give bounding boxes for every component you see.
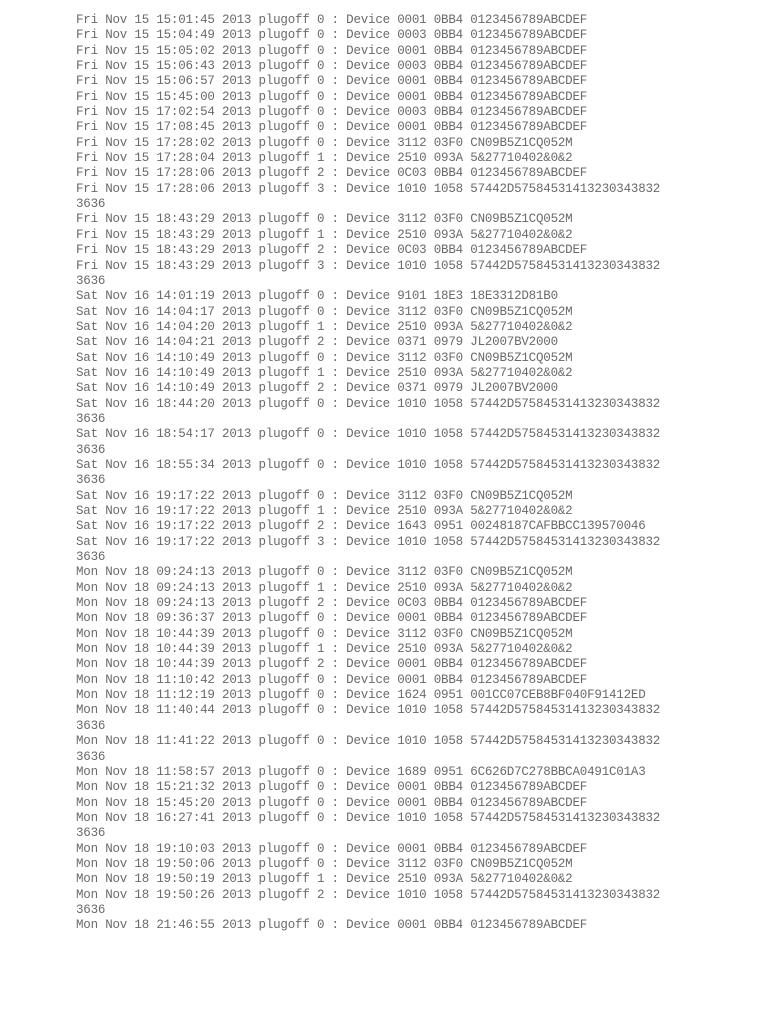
log-line: Mon Nov 18 11:41:22 2013 plugoff 0 : Device 1010 1058 57442D57584531413230343832 [76, 734, 661, 749]
log-line: Mon Nov 18 10:44:39 2013 plugoff 2 : Device 0001 0BB4 0123456789ABCDEF [76, 657, 588, 672]
log-line: 3636 [76, 442, 106, 457]
log-line: Sat Nov 16 19:17:22 2013 plugoff 3 : Device 1010 1058 57442D57584531413230343832 [76, 534, 661, 549]
log-line: 3636 [76, 273, 106, 288]
log-line: Mon Nov 18 09:24:13 2013 plugoff 1 : Device 2510 093A 5&27710402&0&2 [76, 580, 573, 595]
log-line: Mon Nov 18 11:40:44 2013 plugoff 0 : Device 1010 1058 57442D57584531413230343832 [76, 703, 661, 718]
log-line: 3636 [76, 718, 106, 733]
log-line: Sat Nov 16 14:10:49 2013 plugoff 0 : Device 3112 03F0 CN09B5Z1CQ052M [76, 350, 573, 365]
log-line: Mon Nov 18 16:27:41 2013 plugoff 0 : Device 1010 1058 57442D57584531413230343832 [76, 810, 661, 825]
log-line: Fri Nov 15 18:43:29 2013 plugoff 1 : Device 2510 093A 5&27710402&0&2 [76, 227, 573, 242]
log-line: Mon Nov 18 19:50:19 2013 plugoff 1 : Device 2510 093A 5&27710402&0&2 [76, 872, 573, 887]
log-line: Mon Nov 18 11:12:19 2013 plugoff 0 : Device 1624 0951 001CC07CEB8BF040F91412ED [76, 688, 646, 703]
log-line: Fri Nov 15 15:06:43 2013 plugoff 0 : Device 0003 0BB4 0123456789ABCDEF [76, 59, 588, 74]
log-line: Sat Nov 16 14:10:49 2013 plugoff 1 : Device 2510 093A 5&27710402&0&2 [76, 365, 573, 380]
log-line: Fri Nov 15 15:05:02 2013 plugoff 0 : Device 0001 0BB4 0123456789ABCDEF [76, 43, 588, 58]
log-line: 3636 [76, 749, 106, 764]
log-line: Fri Nov 15 17:28:06 2013 plugoff 3 : Device 1010 1058 57442D57584531413230343832 [76, 181, 661, 196]
log-line: Mon Nov 18 09:24:13 2013 plugoff 0 : Device 3112 03F0 CN09B5Z1CQ052M [76, 565, 573, 580]
log-line: Mon Nov 18 11:10:42 2013 plugoff 0 : Device 0001 0BB4 0123456789ABCDEF [76, 672, 588, 687]
log-line: Fri Nov 15 17:02:54 2013 plugoff 0 : Device 0003 0BB4 0123456789ABCDEF [76, 105, 588, 120]
log-line: 3636 [76, 411, 106, 426]
log-line: Fri Nov 15 17:28:06 2013 plugoff 2 : Device 0C03 0BB4 0123456789ABCDEF [76, 166, 588, 181]
log-line: Mon Nov 18 19:50:26 2013 plugoff 2 : Device 1010 1058 57442D57584531413230343832 [76, 887, 661, 902]
log-line: 3636 [76, 473, 106, 488]
log-line: Fri Nov 15 17:08:45 2013 plugoff 0 : Device 0001 0BB4 0123456789ABCDEF [76, 120, 588, 135]
log-line: Mon Nov 18 10:44:39 2013 plugoff 1 : Device 2510 093A 5&27710402&0&2 [76, 642, 573, 657]
log-line: Fri Nov 15 15:45:00 2013 plugoff 0 : Device 0001 0BB4 0123456789ABCDEF [76, 89, 588, 104]
log-line: Mon Nov 18 21:46:55 2013 plugoff 0 : Device 0001 0BB4 0123456789ABCDEF [76, 918, 588, 933]
log-line: Fri Nov 15 18:43:29 2013 plugoff 3 : Device 1010 1058 57442D57584531413230343832 [76, 258, 661, 273]
log-line: Sat Nov 16 19:17:22 2013 plugoff 2 : Device 1643 0951 00248187CAFBBCC139570046 [76, 519, 646, 534]
log-line: Sat Nov 16 19:17:22 2013 plugoff 0 : Device 3112 03F0 CN09B5Z1CQ052M [76, 488, 573, 503]
log-line: Mon Nov 18 10:44:39 2013 plugoff 0 : Device 3112 03F0 CN09B5Z1CQ052M [76, 626, 573, 641]
log-line: 3636 [76, 197, 106, 212]
log-line: Mon Nov 18 15:45:20 2013 plugoff 0 : Device 0001 0BB4 0123456789ABCDEF [76, 795, 588, 810]
log-line: Mon Nov 18 11:58:57 2013 plugoff 0 : Device 1689 0951 6C626D7C278BBCA0491C01A3 [76, 764, 646, 779]
log-line: Mon Nov 18 15:21:32 2013 plugoff 0 : Device 0001 0BB4 0123456789ABCDEF [76, 780, 588, 795]
log-line: Sat Nov 16 19:17:22 2013 plugoff 1 : Device 2510 093A 5&27710402&0&2 [76, 504, 573, 518]
log-line: Sat Nov 16 14:10:49 2013 plugoff 2 : Device 0371 0979 JL2007BV2000 [76, 381, 558, 396]
log-line: Fri Nov 15 15:06:57 2013 plugoff 0 : Device 0001 0BB4 0123456789ABCDEF [76, 74, 588, 89]
log-line: Sat Nov 16 14:04:20 2013 plugoff 1 : Device 2510 093A 5&27710402&0&2 [76, 319, 573, 334]
log-line: Fri Nov 15 17:28:04 2013 plugoff 1 : Device 2510 093A 5&27710402&0&2 [76, 151, 573, 166]
log-line: Mon Nov 18 09:24:13 2013 plugoff 2 : Device 0C03 0BB4 0123456789ABCDEF [76, 596, 588, 611]
log-line: Sat Nov 16 18:54:17 2013 plugoff 0 : Device 1010 1058 57442D57584531413230343832 [76, 427, 661, 442]
log-line: 3636 [76, 826, 106, 841]
log-line: 3636 [76, 902, 106, 917]
log-line: Fri Nov 15 18:43:29 2013 plugoff 0 : Device 3112 03F0 CN09B5Z1CQ052M [76, 212, 573, 227]
log-line: Fri Nov 15 17:28:02 2013 plugoff 0 : Device 3112 03F0 CN09B5Z1CQ052M [76, 135, 573, 150]
log-line: Mon Nov 18 19:50:06 2013 plugoff 0 : Device 3112 03F0 CN09B5Z1CQ052M [76, 856, 573, 871]
log-line: Sat Nov 16 18:44:20 2013 plugoff 0 : Device 1010 1058 57442D57584531413230343832 [76, 396, 661, 411]
log-line: Sat Nov 16 14:04:17 2013 plugoff 0 : Device 3112 03F0 CN09B5Z1CQ052M [76, 304, 573, 319]
log-line: 3636 [76, 550, 106, 565]
log-line: Sat Nov 16 14:04:21 2013 plugoff 2 : Device 0371 0979 JL2007BV2000 [76, 335, 558, 350]
log-line: Fri Nov 15 15:01:45 2013 plugoff 0 : Device 0001 0BB4 0123456789ABCDEF [76, 13, 588, 27]
log-line: Sat Nov 16 14:01:19 2013 plugoff 0 : Device 9101 18E3 18E3312D81B0 [76, 289, 558, 304]
log-line: Mon Nov 18 09:36:37 2013 plugoff 0 : Device 0001 0BB4 0123456789ABCDEF [76, 611, 588, 626]
log-line: Sat Nov 16 18:55:34 2013 plugoff 0 : Device 1010 1058 57442D57584531413230343832 [76, 457, 661, 472]
log-line: Fri Nov 15 15:04:49 2013 plugoff 0 : Device 0003 0BB4 0123456789ABCDEF [76, 28, 588, 43]
log-line: Mon Nov 18 19:10:03 2013 plugoff 0 : Device 0001 0BB4 0123456789ABCDEF [76, 841, 588, 856]
log-document [76, 13, 756, 934]
log-line: Fri Nov 15 18:43:29 2013 plugoff 2 : Device 0C03 0BB4 0123456789ABCDEF [76, 243, 588, 258]
